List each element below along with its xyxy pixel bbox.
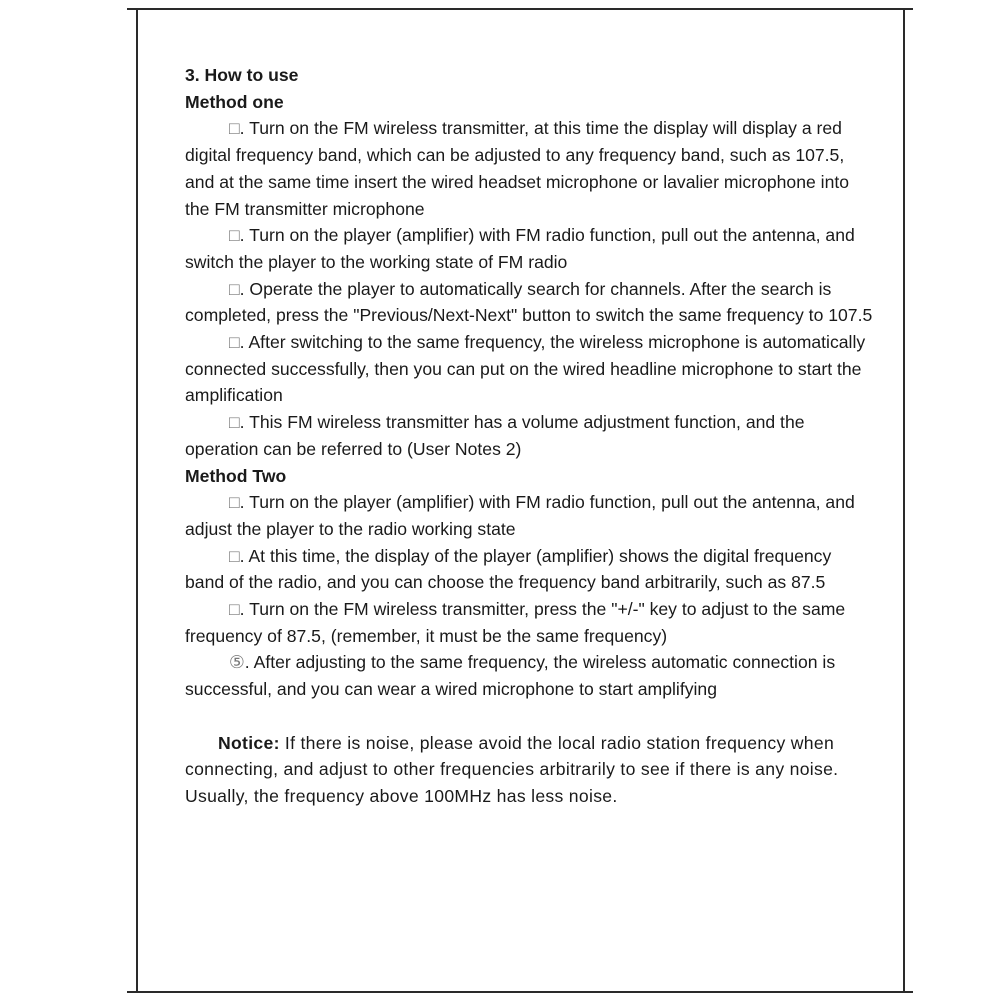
step-text: . After adjusting to the same frequency, the wireless automatic connection is successful, and you can wear a wired microphone to start amplifying bbox=[185, 652, 836, 700]
method-two-step-1 bbox=[185, 489, 875, 542]
step-marker: □ bbox=[229, 599, 240, 620]
manual-content bbox=[185, 62, 875, 810]
step-text: . Turn on the FM wireless transmitter, press the "+/-" key to adjust to the same frequency of 87.5, (remember, it must be the same frequency) bbox=[185, 599, 846, 646]
step-text: . Turn on the FM wireless transmitter, at this time the display will display a red digital frequency band, which can be adjusted to any frequency band, such as 107.5, and at the same time insert the wired headset microphone or lavalier microphone into the FM transmitter microphone bbox=[185, 118, 850, 219]
notice-text: If there is noise, please avoid the local radio station frequency when connecting, and adjust to other frequencies arbitrarily to see if there is any noise. Usually, the frequency above 100MHz has less noise. bbox=[185, 732, 839, 806]
method-one-step-2 bbox=[185, 222, 875, 275]
method-two-step-3 bbox=[185, 596, 875, 649]
method-one-step-1 bbox=[185, 115, 875, 222]
step-text: . Operate the player to automatically search for channels. After the search is completed, press the "Previous/Next-Next" button to switch the same frequency to 107.5 bbox=[185, 278, 873, 326]
step-marker: □ bbox=[229, 492, 240, 513]
section-title: 3. How to use bbox=[185, 65, 299, 85]
step-marker: □ bbox=[229, 332, 240, 353]
step-marker: □ bbox=[229, 225, 240, 246]
page-border-right bbox=[903, 8, 905, 993]
method-one-step-4 bbox=[185, 329, 875, 409]
step-text: . After switching to the same frequency, the wireless microphone is automatically connected successfully, then you can put on the wired headline microphone to start the amplification bbox=[185, 332, 866, 406]
step-text: . Turn on the player (amplifier) with FM radio function, pull out the antenna, and switch the player to the working state of FM radio bbox=[185, 225, 855, 272]
step-marker: □ bbox=[229, 545, 240, 566]
method-one-step-5 bbox=[185, 409, 875, 462]
method-one-step-3 bbox=[185, 276, 875, 329]
page-border-top bbox=[127, 8, 913, 10]
step-text: . Turn on the player (amplifier) with FM radio function, pull out the antenna, and adjust the player to the radio working state bbox=[185, 492, 855, 539]
method-two-step-4 bbox=[185, 649, 875, 702]
step-text: . This FM wireless transmitter has a volume adjustment function, and the operation can be referred to (User Notes 2) bbox=[185, 412, 805, 459]
step-marker: □ bbox=[229, 278, 240, 299]
method-two-heading: Method Two bbox=[185, 465, 287, 486]
page-border-bottom bbox=[127, 991, 913, 993]
page-border-left bbox=[136, 8, 138, 993]
notice-paragraph bbox=[185, 730, 875, 810]
method-two-step-2 bbox=[185, 543, 875, 596]
notice-label: Notice: bbox=[218, 732, 280, 753]
step-text: . At this time, the display of the player (amplifier) shows the digital frequency band of the radio, and you can choose the frequency band arbitrarily, such as 87.5 bbox=[185, 545, 832, 593]
step-marker: □ bbox=[229, 412, 240, 433]
step-marker: □ bbox=[229, 118, 240, 139]
step-marker: ⑤ bbox=[229, 652, 245, 673]
method-one-heading: Method one bbox=[185, 91, 284, 112]
